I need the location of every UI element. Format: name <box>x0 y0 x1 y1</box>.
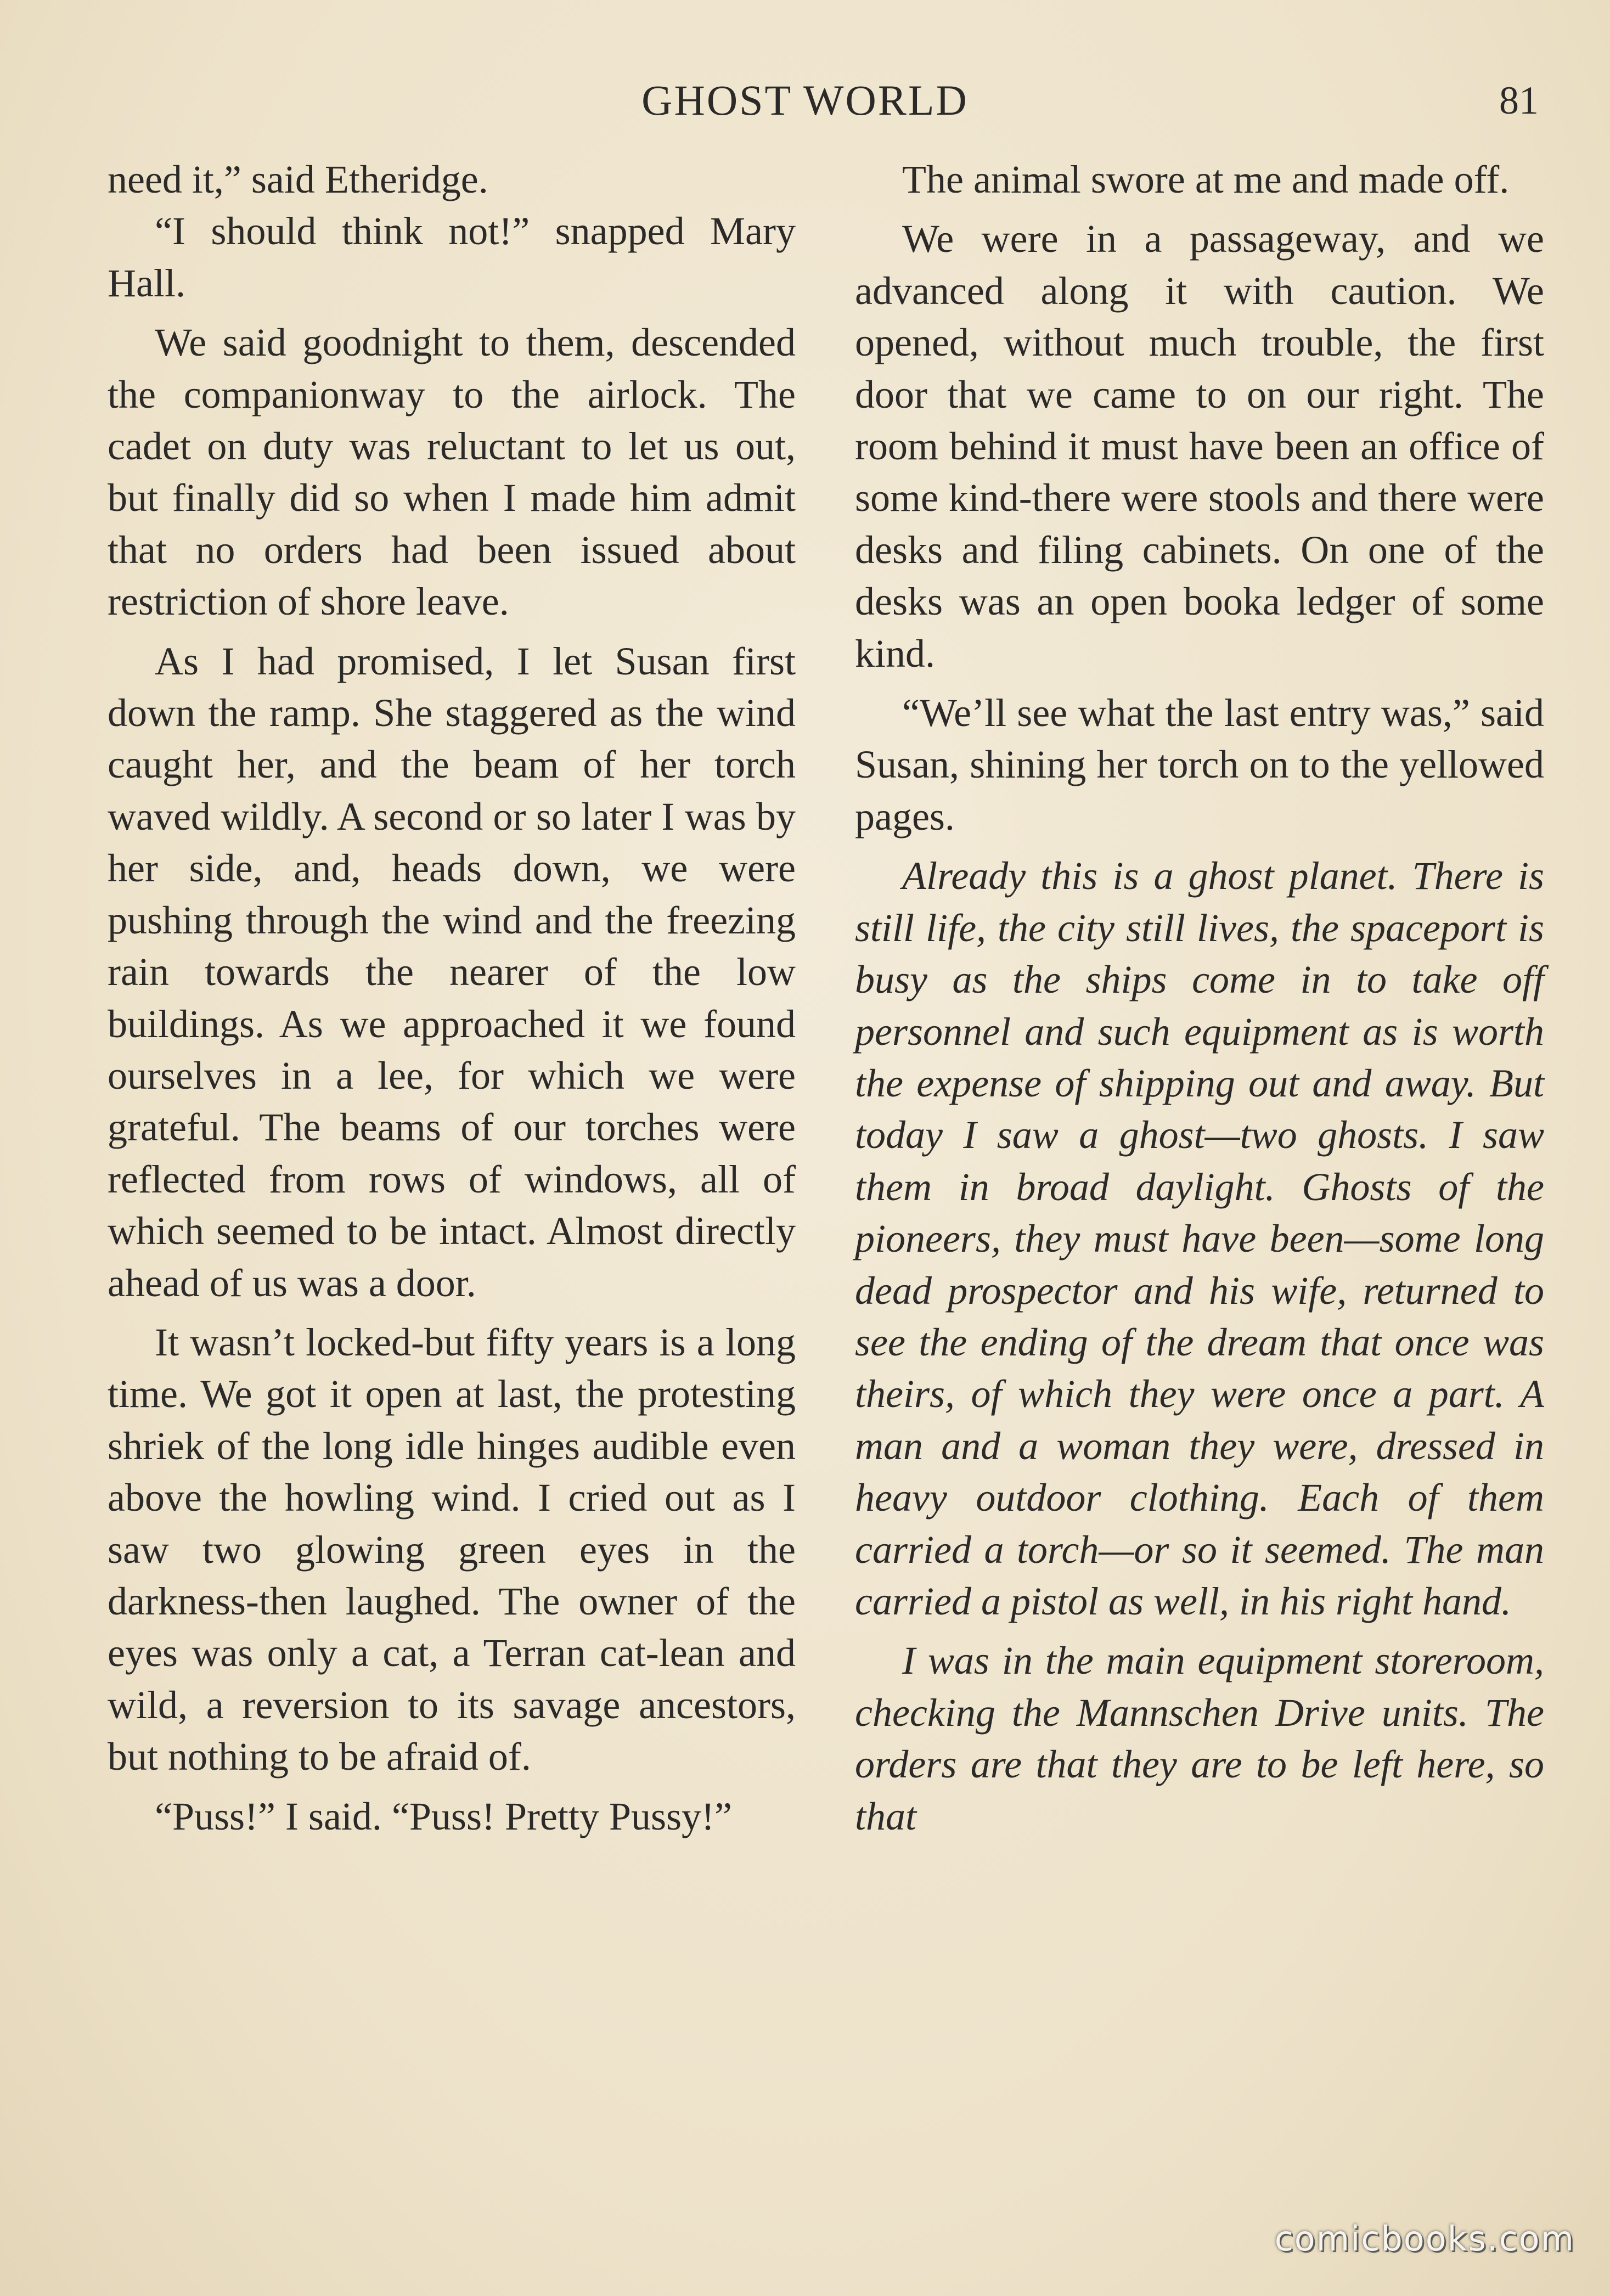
paragraph: The animal swore at me and made off. <box>902 157 1510 201</box>
paragraph: “Puss!” I said. “Puss! Pretty Pussy!” <box>155 1794 732 1838</box>
running-title: GHOST WORLD <box>641 76 969 124</box>
paragraph: As I had promised, I let Susan first down the ramp. She staggered as the wind caught her, and the beam of her torch waved wildly. A second or so later I was by her side, and, heads down, we were pushing through the wind and the freezing rain towards the nearer of the low buildings. As we approached it we found ourselves in a lee, for which we were grateful. The beams of our torches were reflected from rows of windows, all of which seemed to be intact. Almost directly ahead of us was a door. <box>108 639 796 1305</box>
paragraph: We were in a passageway, and we advanced along it with caution. We opened, without much trouble, the first door that we came to on our right. The room behind it must have been an office of some kind-there were stools and there were desks and filing cabinets. On one of the desks was an open booka ledger of some kind. <box>855 217 1544 676</box>
paragraph: “We’ll see what the last entry was,” said Susan, shining her torch on to the yellowed pages. <box>855 691 1544 839</box>
page-number: 81 <box>1499 78 1539 122</box>
ledger-entry-paragraph: Already this is a ghost planet. There is still life, the city still lives, the spaceport is busy as the ships come in to take off personnel and such equipment as is worth the expense of shipping out and away. But today I saw a ghost—two ghosts. I saw them in broad daylight. Ghosts of the pioneers, they must have been—some long dead prospector and his wife, returned to see the ending of the dream that once was theirs, of which they were once a part. A man and a woman they were, dressed in heavy outdoor clothing. Each of them carried a torch—or so it seemed. The man carried a pistol as well, in his right hand. <box>855 854 1544 1623</box>
watermark: comicbooks.com <box>1274 2219 1575 2259</box>
paragraph: need it,” said Etheridge. <box>108 157 488 201</box>
paragraph: We said goodnight to them, descended the companionway to the airlock. The cadet on duty was reluctant to let us out, but finally did so when I made him admit that no orders had been issued about restriction of shore leave. <box>108 320 796 624</box>
running-header <box>0 70 1610 131</box>
ledger-entry-paragraph: I was in the main equipment storeroom, checking the Mannschen Drive units. The orders are that they are to be left here, so that <box>855 1639 1544 1838</box>
paragraph: “I should think not!” snapped Mary Hall. <box>108 209 796 305</box>
right-column <box>855 154 1544 1842</box>
left-column <box>108 154 796 1842</box>
paragraph: It wasn’t locked-but fifty years is a long time. We got it open at last, the protesting shriek of the long idle hinges audible even above the howling wind. I cried out as I saw two glowing green eyes in the darkness-then laughed. The owner of the eyes was only a cat, a Terran cat-lean and wild, a reversion to its savage ancestors, but nothing to be afraid of. <box>108 1320 796 1779</box>
